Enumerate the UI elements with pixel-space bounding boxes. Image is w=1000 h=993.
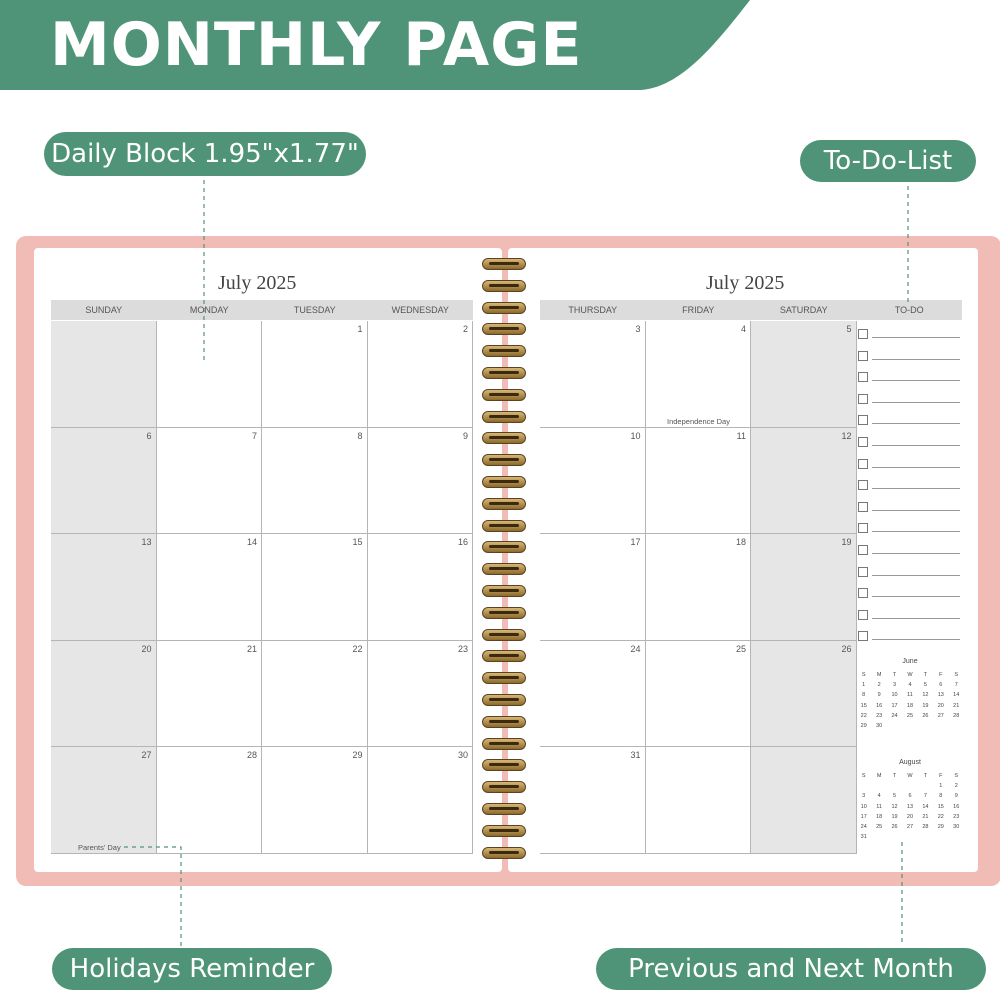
spiral-ring xyxy=(482,694,526,706)
mini-day xyxy=(871,781,886,791)
spiral-ring xyxy=(482,607,526,619)
day-cell xyxy=(646,641,752,748)
right-month-title: July 2025 xyxy=(706,272,785,294)
mini-day: 29 xyxy=(937,824,944,831)
day-number: 23 xyxy=(457,643,468,654)
day-number: 3 xyxy=(635,324,641,334)
mini-calendar-week xyxy=(856,690,964,700)
mini-weekday: S xyxy=(954,672,959,678)
todo-item[interactable] xyxy=(858,500,962,514)
mini-day: 26 xyxy=(891,824,898,831)
spiral-ring xyxy=(482,847,526,859)
day-cell xyxy=(157,428,263,535)
day-number: 2 xyxy=(462,324,468,334)
mini-day: 4 xyxy=(877,793,881,800)
day-cell xyxy=(51,534,157,641)
spiral-ring xyxy=(482,476,526,488)
mini-weekday: T xyxy=(923,672,928,678)
day-cell xyxy=(262,641,368,748)
mini-day: 28 xyxy=(922,824,929,831)
todo-line xyxy=(872,402,960,403)
day-cell xyxy=(540,428,646,535)
spiral-ring xyxy=(482,367,526,379)
day-cell xyxy=(51,428,157,535)
day-cell xyxy=(51,747,157,854)
mini-calendar-week xyxy=(856,802,964,812)
day-number: 7 xyxy=(251,430,257,441)
spiral-ring xyxy=(482,672,526,684)
todo-line xyxy=(872,553,960,554)
mini-weekday: W xyxy=(907,672,913,678)
mini-weekday: F xyxy=(939,672,943,678)
todo-item[interactable] xyxy=(858,435,962,449)
mini-calendar-weekdays xyxy=(856,670,964,680)
mini-day xyxy=(887,832,902,842)
todo-line xyxy=(872,467,960,468)
mini-day: 28 xyxy=(953,712,960,719)
day-cell xyxy=(751,321,857,428)
spiral-ring xyxy=(482,389,526,401)
spiral-ring xyxy=(482,803,526,815)
left-month-title: July 2025 xyxy=(218,272,297,294)
day-number: 8 xyxy=(357,430,363,441)
mini-day xyxy=(918,721,933,731)
mini-day: 10 xyxy=(891,692,898,699)
spiral-ring xyxy=(482,323,526,335)
mini-day: 20 xyxy=(906,813,914,820)
day-cell xyxy=(751,534,857,641)
weekday-header: TUESDAY xyxy=(262,300,368,320)
mini-weekday: M xyxy=(876,773,882,779)
todo-line xyxy=(872,531,960,532)
mini-day: 19 xyxy=(891,813,898,820)
day-cell xyxy=(368,428,474,535)
spiral-ring xyxy=(482,411,526,423)
mini-day: 30 xyxy=(953,824,960,831)
mini-day: 19 xyxy=(922,702,929,709)
todo-item[interactable] xyxy=(858,521,962,535)
holidays-reminder-label: Holidays Reminder xyxy=(52,948,332,990)
spiral-ring xyxy=(482,585,526,597)
mini-day: 13 xyxy=(937,692,944,699)
mini-day: 22 xyxy=(937,813,944,820)
day-cell xyxy=(157,747,263,854)
mini-day: 11 xyxy=(876,803,882,810)
holiday-note-parents-day: Parents' Day xyxy=(78,843,121,852)
day-cell xyxy=(751,641,857,748)
day-number: 15 xyxy=(352,537,363,547)
mini-day: 5 xyxy=(923,682,927,689)
mini-day: 14 xyxy=(953,692,960,699)
todo-item[interactable] xyxy=(858,457,962,471)
mini-day: 8 xyxy=(862,692,866,699)
day-cell xyxy=(368,747,474,854)
spiral-ring xyxy=(482,280,526,292)
mini-day: 2 xyxy=(954,783,958,790)
todo-checkbox[interactable] xyxy=(858,394,868,404)
mini-calendar-title: June xyxy=(902,658,918,665)
mini-day: 20 xyxy=(937,702,944,709)
daily-block-label: Daily Block 1.95"x1.77" xyxy=(44,132,366,176)
mini-day: 21 xyxy=(922,813,929,820)
day-number: 6 xyxy=(146,430,152,441)
day-cell xyxy=(262,428,368,535)
day-number: 19 xyxy=(841,537,852,547)
mini-day: 23 xyxy=(953,813,960,820)
todo-line xyxy=(872,337,960,338)
weekday-header: FRIDAY xyxy=(646,300,752,320)
mini-day xyxy=(949,721,964,731)
mini-calendar-week xyxy=(856,822,964,832)
spiral-ring xyxy=(482,759,526,771)
todo-checkbox[interactable] xyxy=(858,372,868,382)
mini-day xyxy=(871,832,886,842)
day-number: 26 xyxy=(841,643,852,654)
day-number: 11 xyxy=(736,430,746,441)
day-number: 25 xyxy=(735,643,746,654)
mini-day: 21 xyxy=(953,702,960,709)
mini-day xyxy=(902,781,917,791)
spiral-ring xyxy=(482,258,526,270)
mini-calendar-week xyxy=(856,791,964,801)
mini-day xyxy=(887,721,902,731)
mini-weekday: M xyxy=(876,672,882,678)
day-cell xyxy=(540,534,646,641)
mini-day: 8 xyxy=(939,793,943,800)
mini-day: 16 xyxy=(876,702,883,709)
mini-day: 24 xyxy=(891,712,898,719)
day-cell xyxy=(368,321,474,428)
todo-checkbox[interactable] xyxy=(858,329,868,339)
spiral-ring xyxy=(482,738,526,750)
mini-day: 7 xyxy=(923,793,927,800)
todo-list-label: To-Do-List xyxy=(800,140,976,182)
day-number: 16 xyxy=(457,537,468,547)
mini-day: 23 xyxy=(876,712,883,719)
mini-day: 12 xyxy=(922,692,929,699)
spiral-ring xyxy=(482,302,526,314)
spiral-ring xyxy=(482,498,526,510)
mini-weekday: F xyxy=(939,773,943,779)
day-cell xyxy=(646,534,752,641)
mini-calendar-week xyxy=(856,812,964,822)
todo-line xyxy=(872,618,960,619)
mini-day xyxy=(933,832,948,842)
mini-calendar-week xyxy=(856,701,964,711)
day-cell xyxy=(157,534,263,641)
day-number: 31 xyxy=(630,750,641,760)
mini-day: 25 xyxy=(906,712,914,719)
mini-calendar-week xyxy=(856,781,964,791)
todo-item[interactable] xyxy=(858,565,962,579)
spiral-ring xyxy=(482,345,526,357)
day-cell xyxy=(51,321,157,428)
mini-weekday: S xyxy=(861,773,866,779)
todo-checkbox[interactable] xyxy=(858,545,868,555)
mini-day xyxy=(918,781,933,791)
mini-day: 31 xyxy=(860,834,867,841)
spiral-ring xyxy=(482,520,526,532)
day-number: 5 xyxy=(846,324,852,334)
todo-item[interactable] xyxy=(858,349,962,363)
mini-day: 6 xyxy=(939,682,943,689)
mini-day xyxy=(902,832,917,842)
mini-day: 29 xyxy=(860,723,867,730)
mini-day: 4 xyxy=(908,682,912,689)
day-cell xyxy=(646,747,752,854)
weekday-header: MONDAY xyxy=(157,300,263,320)
day-cell xyxy=(646,428,752,535)
mini-day: 1 xyxy=(939,783,943,790)
todo-checkbox[interactable] xyxy=(858,459,868,469)
todo-checkbox[interactable] xyxy=(858,351,868,361)
mini-day: 5 xyxy=(893,793,897,800)
day-number: 20 xyxy=(141,643,152,654)
mini-day: 24 xyxy=(860,824,867,831)
mini-weekday: S xyxy=(861,672,866,678)
todo-item[interactable] xyxy=(858,586,962,600)
page-title: MONTHLY PAGE xyxy=(50,10,583,80)
mini-day: 18 xyxy=(906,702,914,709)
mini-day: 17 xyxy=(860,813,867,820)
todo-checkbox[interactable] xyxy=(858,437,868,447)
mini-calendar-title: August xyxy=(899,759,921,766)
day-cell xyxy=(157,321,263,428)
day-cell xyxy=(368,534,474,641)
mini-day: 15 xyxy=(937,803,944,810)
todo-checkbox[interactable] xyxy=(858,610,868,620)
todo-line xyxy=(872,488,960,489)
mini-day: 16 xyxy=(953,803,960,810)
mini-day: 9 xyxy=(954,793,958,800)
todo-checkbox[interactable] xyxy=(858,480,868,490)
mini-day xyxy=(856,781,871,791)
spiral-ring xyxy=(482,650,526,662)
mini-day: 15 xyxy=(860,702,867,709)
mini-day: 3 xyxy=(862,793,866,800)
mini-day xyxy=(918,832,933,842)
mini-calendar-week xyxy=(856,711,964,721)
mini-calendar-week xyxy=(856,680,964,690)
day-cell xyxy=(540,641,646,748)
mini-calendar-weekdays xyxy=(856,771,964,781)
mini-day: 2 xyxy=(877,682,881,689)
mini-day: 25 xyxy=(876,824,883,831)
day-number: 12 xyxy=(841,430,852,441)
mini-day: 13 xyxy=(906,803,914,810)
todo-item[interactable] xyxy=(858,327,962,341)
spiral-ring xyxy=(482,781,526,793)
mini-day: 26 xyxy=(922,712,929,719)
mini-day: 12 xyxy=(891,803,898,810)
mini-day: 17 xyxy=(891,702,898,709)
weekday-header: SUNDAY xyxy=(51,300,157,320)
day-cell xyxy=(262,321,368,428)
day-number: 17 xyxy=(630,537,641,547)
mini-day xyxy=(949,832,964,842)
day-cell xyxy=(751,428,857,535)
mini-weekday: T xyxy=(892,773,897,779)
day-cell xyxy=(540,747,646,854)
day-number: 18 xyxy=(735,537,746,547)
todo-line xyxy=(872,575,960,576)
mini-day: 6 xyxy=(908,793,912,800)
weekday-header: THURSDAY xyxy=(540,300,646,320)
mini-day: 18 xyxy=(876,813,883,820)
spiral-ring xyxy=(482,454,526,466)
day-cell xyxy=(262,534,368,641)
weekday-header: TO-DO xyxy=(857,300,963,320)
day-number: 13 xyxy=(141,537,152,547)
mini-day: 1 xyxy=(862,682,866,689)
todo-line xyxy=(872,445,960,446)
day-cell xyxy=(368,641,474,748)
todo-item[interactable] xyxy=(858,608,962,622)
mini-calendar-week xyxy=(856,832,964,842)
todo-line xyxy=(872,510,960,511)
mini-day xyxy=(887,781,902,791)
day-cell xyxy=(157,641,263,748)
todo-item[interactable] xyxy=(858,413,962,427)
todo-checkbox[interactable] xyxy=(858,415,868,425)
mini-day: 3 xyxy=(893,682,897,689)
todo-item[interactable] xyxy=(858,629,962,643)
todo-line xyxy=(872,423,960,424)
day-cell xyxy=(646,321,752,428)
todo-line xyxy=(872,380,960,381)
weekday-header: SATURDAY xyxy=(751,300,857,320)
todo-item[interactable] xyxy=(858,543,962,557)
holiday-note-independence-day: Independence Day xyxy=(667,417,730,426)
todo-checkbox[interactable] xyxy=(858,631,868,641)
day-number: 24 xyxy=(630,643,641,654)
day-number: 1 xyxy=(357,324,363,334)
todo-checkbox[interactable] xyxy=(858,567,868,577)
mini-weekday: S xyxy=(954,773,959,779)
todo-line xyxy=(872,596,960,597)
mini-day: 7 xyxy=(954,682,958,689)
day-number: 22 xyxy=(352,643,363,654)
day-number: 14 xyxy=(246,537,257,547)
previous-next-month-label: Previous and Next Month xyxy=(596,948,986,990)
day-number: 10 xyxy=(630,430,641,441)
day-cell xyxy=(51,641,157,748)
todo-checkbox[interactable] xyxy=(858,588,868,598)
mini-weekday: W xyxy=(907,773,913,779)
todo-checkbox[interactable] xyxy=(858,523,868,533)
mini-calendar-week xyxy=(856,721,964,731)
mini-calendar-june xyxy=(856,658,964,731)
mini-day: 27 xyxy=(937,712,944,719)
day-cell xyxy=(540,321,646,428)
day-number: 21 xyxy=(246,643,257,654)
day-number: 30 xyxy=(457,750,468,760)
mini-day xyxy=(902,721,917,731)
todo-line xyxy=(872,639,960,640)
mini-day xyxy=(933,721,948,731)
mini-day: 30 xyxy=(876,723,883,730)
day-number: 27 xyxy=(141,750,152,760)
day-cell xyxy=(262,747,368,854)
todo-item[interactable] xyxy=(858,478,962,492)
mini-day: 10 xyxy=(860,803,867,810)
mini-day: 22 xyxy=(860,712,867,719)
spiral-ring xyxy=(482,541,526,553)
todo-item[interactable] xyxy=(858,370,962,384)
day-number: 9 xyxy=(462,430,468,441)
weekday-header: WEDNESDAY xyxy=(368,300,474,320)
spiral-ring xyxy=(482,432,526,444)
spiral-ring xyxy=(482,716,526,728)
todo-line xyxy=(872,359,960,360)
day-cell xyxy=(751,747,857,854)
mini-day: 14 xyxy=(922,803,929,810)
spiral-ring xyxy=(482,629,526,641)
day-number: 28 xyxy=(246,750,257,760)
todo-checkbox[interactable] xyxy=(858,502,868,512)
day-number: 29 xyxy=(352,750,363,760)
mini-day: 11 xyxy=(907,692,913,699)
day-number: 4 xyxy=(740,324,746,334)
spiral-binding xyxy=(482,258,530,870)
mini-day: 27 xyxy=(906,824,914,831)
mini-calendar-august xyxy=(856,759,964,842)
spiral-ring xyxy=(482,563,526,575)
mini-weekday: T xyxy=(923,773,928,779)
mini-weekday: T xyxy=(892,672,897,678)
mini-day: 9 xyxy=(877,692,881,699)
todo-item[interactable] xyxy=(858,392,962,406)
spiral-ring xyxy=(482,825,526,837)
